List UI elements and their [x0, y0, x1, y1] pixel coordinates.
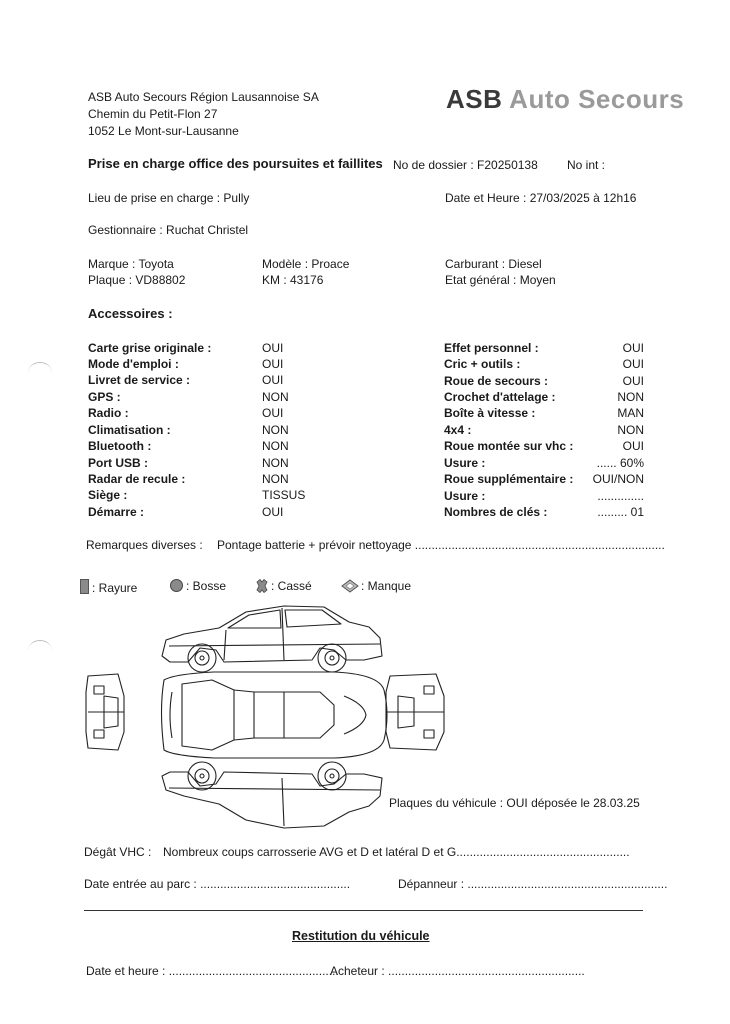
- missing-icon: [341, 579, 359, 593]
- accessory-label: 4x4 :: [444, 423, 472, 437]
- company-logo: [446, 84, 684, 115]
- car-front-view: [86, 674, 124, 750]
- legend-scratch-label: : Rayure: [92, 581, 138, 595]
- logo-auto-secours: Auto Secours: [509, 84, 685, 114]
- accessory-label: Climatisation :: [88, 423, 171, 437]
- car-side-view-right: [162, 762, 382, 828]
- restitution-title: Restitution du véhicule: [292, 929, 430, 943]
- vehicle-plates: Plaques du véhicule : OUI déposée le 28.03.25: [389, 796, 640, 810]
- company-name: ASB Auto Secours Région Lausannoise SA: [88, 90, 319, 104]
- accessory-value: NON: [617, 423, 644, 437]
- accessory-value: NON: [262, 456, 289, 470]
- accessory-value: TISSUS: [262, 488, 306, 502]
- vehicle-condition: Etat général : Moyen: [445, 273, 556, 287]
- vehicle-brand: Marque : Toyota: [88, 257, 174, 271]
- logo-asb: ASB: [446, 84, 503, 114]
- accessory-value: NON: [262, 423, 289, 437]
- manager: Gestionnaire : Ruchat Christel: [88, 223, 249, 237]
- accessory-value: ...... 60%: [596, 456, 644, 470]
- vehicle-plate: Plaque : VD88802: [88, 273, 186, 287]
- legend-dent-label: : Bosse: [186, 579, 227, 593]
- scan-artifact: [28, 640, 52, 661]
- accessory-label: Radio :: [88, 406, 129, 420]
- internal-number: No int :: [567, 158, 606, 172]
- car-side-view-left: [162, 606, 382, 672]
- tow-operator: Dépanneur : ............................................................: [398, 877, 668, 891]
- vehicle-fuel: Carburant : Diesel: [445, 257, 542, 271]
- accessory-label: Siège :: [88, 488, 128, 502]
- pickup-datetime: Date et Heure : 27/03/2025 à 12h16: [445, 191, 637, 205]
- accessory-value: OUI: [622, 341, 644, 355]
- accessory-label: Livret de service :: [88, 373, 191, 387]
- accessory-value: OUI/NON: [592, 472, 644, 486]
- accessory-label: Démarre :: [88, 505, 145, 519]
- accessory-value: NON: [617, 390, 644, 404]
- car-top-view: [162, 672, 388, 758]
- accessory-value: NON: [262, 472, 289, 486]
- pickup-location: Lieu de prise en charge : Pully: [88, 191, 250, 205]
- damage-label: Dégât VHC :: [84, 845, 152, 859]
- legend-scratch: [80, 579, 137, 595]
- park-entry-date: Date entrée au parc : .............................................: [84, 877, 351, 891]
- broken-icon: [255, 579, 269, 593]
- dossier-number: No de dossier : F20250138: [393, 158, 538, 172]
- dent-icon: [170, 579, 183, 592]
- accessory-label: Radar de recule :: [88, 472, 186, 486]
- legend-broken: [255, 579, 312, 593]
- accessory-label: GPS :: [88, 390, 121, 404]
- accessory-label: Roue montée sur vhc :: [444, 439, 574, 453]
- accessory-label: Boîte à vitesse :: [444, 406, 536, 420]
- legend-missing-label: : Manque: [361, 579, 412, 593]
- company-city: 1052 Le Mont-sur-Lausanne: [88, 124, 239, 138]
- restitution-datetime: Date et heure : ...................................................: [86, 964, 339, 978]
- accessory-value: OUI: [262, 373, 284, 387]
- accessory-value: OUI: [622, 357, 644, 371]
- accessory-label: Effet personnel :: [444, 341, 539, 355]
- damage-value: Nombreux coups carrosserie AVG et D et latéral D et G....................................................: [163, 845, 630, 859]
- accessory-value: OUI: [622, 374, 644, 388]
- form-title: Prise en charge office des poursuites et faillites: [88, 156, 383, 171]
- company-street: Chemin du Petit-Flon 27: [88, 107, 218, 121]
- accessory-value: OUI: [262, 406, 284, 420]
- vehicle-model: Modèle : Proace: [262, 257, 350, 271]
- remarks-label: Remarques diverses :: [86, 538, 203, 552]
- accessory-label: Roue de secours :: [444, 374, 549, 388]
- accessory-label: Usure :: [444, 456, 486, 470]
- accessories-title: Accessoires :: [88, 306, 173, 321]
- accessory-label: Cric + outils :: [444, 357, 521, 371]
- accessory-label: Bluetooth :: [88, 439, 152, 453]
- accessory-value: MAN: [617, 406, 644, 420]
- accessory-label: Nombres de clés :: [444, 505, 548, 519]
- accessory-label: Roue supplémentaire :: [444, 472, 574, 486]
- vehicle-km: KM : 43176: [262, 273, 324, 287]
- accessory-value: OUI: [262, 505, 284, 519]
- accessory-label: Usure :: [444, 489, 486, 503]
- legend-broken-label: : Cassé: [271, 579, 312, 593]
- buyer: Acheteur : ...........................................................: [330, 964, 585, 978]
- accessory-label: Mode d'emploi :: [88, 357, 179, 371]
- accessory-value: NON: [262, 390, 289, 404]
- legend-dent: [170, 579, 226, 593]
- accessory-label: Crochet d'attelage :: [444, 390, 556, 404]
- legend-missing: [341, 579, 411, 593]
- remarks-value: Pontage batterie + prévoir nettoyage ...........................................................................: [217, 538, 665, 552]
- accessory-value: ..............: [597, 489, 644, 503]
- car-rear-view: [386, 674, 444, 750]
- accessory-label: Carte grise originale :: [88, 341, 212, 355]
- scan-artifact: [28, 362, 52, 383]
- accessory-value: ......... 01: [597, 505, 644, 519]
- section-divider: [84, 910, 643, 911]
- scratch-icon: [80, 579, 89, 594]
- accessory-label: Port USB :: [88, 456, 148, 470]
- accessory-value: OUI: [262, 341, 284, 355]
- accessory-value: OUI: [622, 439, 644, 453]
- accessory-value: OUI: [262, 357, 284, 371]
- accessory-value: NON: [262, 439, 289, 453]
